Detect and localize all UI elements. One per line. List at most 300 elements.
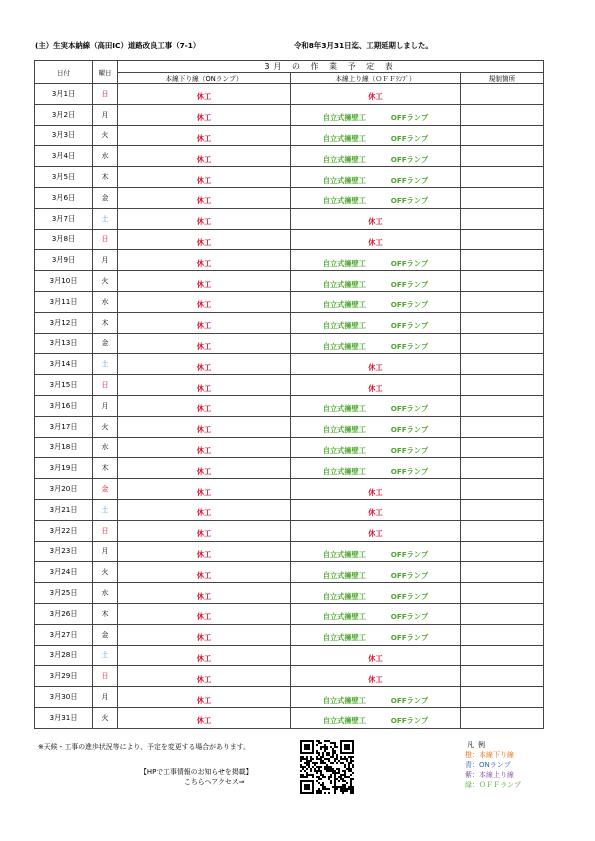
row-down-line-status <box>118 479 291 500</box>
off-ramp-label: OFFランプ <box>390 633 429 643</box>
project-title: (主）生実本納線（高田IC）道路改良工事（7-1） <box>35 41 201 50</box>
off-ramp-label: OFFランプ <box>390 133 429 143</box>
row-date: 3月7日 <box>35 208 93 229</box>
work-entry <box>323 176 429 185</box>
work-entry <box>323 592 429 601</box>
row-up-line-status <box>291 208 461 229</box>
off-ramp-label: OFFランプ <box>390 196 429 206</box>
row-date: 3月26日 <box>35 603 93 624</box>
qr-code-icon[interactable] <box>298 738 356 796</box>
work-type-label: 自立式擁壁工 <box>322 445 366 455</box>
row-regulation <box>461 395 544 416</box>
row-regulation <box>461 167 544 188</box>
row-up-line-status <box>291 583 461 604</box>
row-regulation <box>461 437 544 458</box>
table-row <box>35 250 544 271</box>
row-weekday: 日 <box>93 520 118 541</box>
row-regulation <box>461 312 544 333</box>
row-date: 3月18日 <box>35 437 93 458</box>
row-down-line-status <box>118 666 291 687</box>
row-regulation <box>461 187 544 208</box>
kyuko-label: 休工 <box>196 300 212 310</box>
work-type-label: 自立式擁壁工 <box>322 570 366 580</box>
work-type-label: 自立式擁壁工 <box>322 549 366 559</box>
table-row <box>35 707 544 728</box>
row-up-line-status <box>291 541 461 562</box>
table-row <box>35 645 544 666</box>
work-entry <box>323 550 429 559</box>
off-ramp-label: OFFランプ <box>390 466 429 476</box>
row-regulation <box>461 104 544 125</box>
work-type-label: 自立式擁壁工 <box>322 695 366 705</box>
row-regulation <box>461 375 544 396</box>
row-regulation <box>461 458 544 479</box>
table-row <box>35 167 544 188</box>
row-weekday: 金 <box>93 479 118 500</box>
work-type-label: 自立式擁壁工 <box>322 258 366 268</box>
row-down-line-status <box>118 187 291 208</box>
row-down-line-status <box>118 375 291 396</box>
row-regulation <box>461 146 544 167</box>
row-weekday: 火 <box>93 416 118 437</box>
row-up-line-status <box>291 125 461 146</box>
row-up-line-status <box>291 479 461 500</box>
kyuko-label: 休工 <box>368 508 383 518</box>
row-weekday: 日 <box>93 229 118 250</box>
table-row <box>35 104 544 125</box>
row-up-line-status <box>291 624 461 645</box>
kyuko-label: 休工 <box>196 92 212 102</box>
off-ramp-label: OFFランプ <box>390 341 429 351</box>
row-weekday: 金 <box>93 187 118 208</box>
row-weekday: 金 <box>93 624 118 645</box>
table-row <box>35 437 544 458</box>
row-down-line-status <box>118 229 291 250</box>
kyuko-label: 休工 <box>368 653 383 663</box>
row-weekday: 水 <box>93 437 118 458</box>
column-header-regulation: 規制箇所 <box>461 73 544 84</box>
row-weekday: 月 <box>93 104 118 125</box>
row-weekday: 火 <box>93 271 118 292</box>
work-type-label: 自立式擁壁工 <box>322 279 366 289</box>
table-row <box>35 499 544 520</box>
table-row <box>35 125 544 146</box>
kyuko-label: 休工 <box>196 529 212 539</box>
row-date: 3月29日 <box>35 666 93 687</box>
row-date: 3月16日 <box>35 395 93 416</box>
work-entry <box>323 280 429 289</box>
row-weekday: 月 <box>93 395 118 416</box>
row-up-line-status <box>291 333 461 354</box>
table-row <box>35 229 544 250</box>
row-date: 3月6日 <box>35 187 93 208</box>
legend-green: 緑：ＯＦＦランプ <box>465 781 521 789</box>
work-type-label: 自立式擁壁工 <box>322 612 366 622</box>
off-ramp-label: OFFランプ <box>390 258 429 268</box>
row-date: 3月4日 <box>35 146 93 167</box>
table-row <box>35 687 544 708</box>
kyuko-label: 休工 <box>196 612 212 622</box>
row-weekday: 月 <box>93 687 118 708</box>
kyuko-label: 休工 <box>196 404 212 414</box>
kyuko-label: 休工 <box>196 674 212 684</box>
row-date: 3月17日 <box>35 416 93 437</box>
kyuko-label: 休工 <box>196 508 212 518</box>
row-date: 3月10日 <box>35 271 93 292</box>
row-date: 3月25日 <box>35 583 93 604</box>
row-up-line-status <box>291 104 461 125</box>
work-entry <box>323 113 429 122</box>
row-date: 3月5日 <box>35 167 93 188</box>
row-up-line-status <box>291 687 461 708</box>
row-date: 3月27日 <box>35 624 93 645</box>
table-row <box>35 395 544 416</box>
row-regulation <box>461 666 544 687</box>
row-down-line-status <box>118 271 291 292</box>
off-ramp-label: OFFランプ <box>390 175 429 185</box>
kyuko-label: 休工 <box>196 175 212 185</box>
row-weekday: 火 <box>93 562 118 583</box>
kyuko-label: 休工 <box>368 487 383 497</box>
row-regulation <box>461 479 544 500</box>
kyuko-label: 休工 <box>368 92 383 102</box>
table-row <box>35 416 544 437</box>
work-type-label: 自立式擁壁工 <box>322 425 366 435</box>
row-down-line-status <box>118 562 291 583</box>
row-up-line-status <box>291 229 461 250</box>
row-down-line-status <box>118 687 291 708</box>
row-down-line-status <box>118 624 291 645</box>
row-weekday: 土 <box>93 354 118 375</box>
kyuko-label: 休工 <box>196 425 212 435</box>
row-down-line-status <box>118 291 291 312</box>
legend-title: 凡例 <box>467 741 489 749</box>
kyuko-label: 休工 <box>196 321 212 331</box>
row-date: 3月24日 <box>35 562 93 583</box>
schedule-rows <box>35 84 544 729</box>
row-date: 3月22日 <box>35 520 93 541</box>
table-row <box>35 354 544 375</box>
row-down-line-status <box>118 167 291 188</box>
table-row <box>35 479 544 500</box>
work-entry <box>323 633 429 642</box>
row-date: 3月23日 <box>35 541 93 562</box>
row-down-line-status <box>118 104 291 125</box>
work-entry <box>323 259 429 268</box>
kyuko-label: 休工 <box>196 258 212 268</box>
row-up-line-status <box>291 666 461 687</box>
change-notice: ※天候・工事の進歩状況等により、予定を変更する場合があります。 <box>38 743 250 751</box>
table-row <box>35 271 544 292</box>
table-row <box>35 187 544 208</box>
row-regulation <box>461 520 544 541</box>
row-down-line-status <box>118 437 291 458</box>
kyuko-label: 休工 <box>368 529 383 539</box>
row-regulation <box>461 416 544 437</box>
kyuko-label: 休工 <box>196 653 212 663</box>
row-date: 3月3日 <box>35 125 93 146</box>
row-weekday: 木 <box>93 458 118 479</box>
legend-orange: 橙：本線下り線 <box>465 751 514 759</box>
row-weekday: 木 <box>93 167 118 188</box>
row-date: 3月1日 <box>35 84 93 105</box>
work-type-label: 自立式擁壁工 <box>322 633 366 643</box>
work-entry <box>323 467 429 476</box>
kyuko-label: 休工 <box>368 237 383 247</box>
off-ramp-label: OFFランプ <box>390 321 429 331</box>
row-down-line-status <box>118 333 291 354</box>
kyuko-label: 休工 <box>196 154 212 164</box>
work-entry <box>323 446 429 455</box>
schedule-title: 3月 の 作 業 予 定 表 <box>118 61 544 73</box>
kyuko-label: 休工 <box>196 487 212 497</box>
off-ramp-label: OFFランプ <box>390 695 429 705</box>
table-row <box>35 84 544 105</box>
row-down-line-status <box>118 541 291 562</box>
row-weekday: 土 <box>93 208 118 229</box>
work-type-label: 自立式擁壁工 <box>322 113 366 123</box>
row-down-line-status <box>118 208 291 229</box>
off-ramp-label: OFFランプ <box>390 716 429 726</box>
kyuko-label: 休工 <box>196 716 212 726</box>
row-up-line-status <box>291 146 461 167</box>
row-weekday: 水 <box>93 291 118 312</box>
row-weekday: 火 <box>93 707 118 728</box>
row-weekday: 火 <box>93 125 118 146</box>
off-ramp-label: OFFランプ <box>390 445 429 455</box>
legend-purple: 紫：本線上り線 <box>465 771 514 779</box>
row-date: 3月9日 <box>35 250 93 271</box>
column-header-date: 日付 <box>35 61 93 84</box>
work-type-label: 自立式擁壁工 <box>322 466 366 476</box>
access-here-link[interactable]: こちらへアクセス⇒ <box>184 778 245 786</box>
row-down-line-status <box>118 603 291 624</box>
work-type-label: 自立式擁壁工 <box>322 341 366 351</box>
row-down-line-status <box>118 250 291 271</box>
kyuko-label: 休工 <box>196 549 212 559</box>
row-weekday: 月 <box>93 541 118 562</box>
row-down-line-status <box>118 520 291 541</box>
row-date: 3月21日 <box>35 499 93 520</box>
document-header <box>35 40 555 52</box>
work-entry <box>323 134 429 143</box>
row-down-line-status <box>118 499 291 520</box>
legend <box>465 740 521 790</box>
off-ramp-label: OFFランプ <box>390 549 429 559</box>
row-regulation <box>461 271 544 292</box>
table-row <box>35 208 544 229</box>
table-row <box>35 562 544 583</box>
row-regulation <box>461 250 544 271</box>
row-regulation <box>461 583 544 604</box>
row-date: 3月11日 <box>35 291 93 312</box>
work-type-label: 自立式擁壁工 <box>322 404 366 414</box>
row-weekday: 月 <box>93 250 118 271</box>
work-type-label: 自立式擁壁工 <box>322 175 366 185</box>
kyuko-label: 休工 <box>196 570 212 580</box>
row-regulation <box>461 562 544 583</box>
row-down-line-status <box>118 395 291 416</box>
row-weekday: 土 <box>93 645 118 666</box>
row-down-line-status <box>118 416 291 437</box>
row-weekday: 土 <box>93 499 118 520</box>
row-up-line-status <box>291 167 461 188</box>
row-up-line-status <box>291 312 461 333</box>
table-row <box>35 583 544 604</box>
row-weekday: 金 <box>93 333 118 354</box>
kyuko-label: 休工 <box>368 362 383 372</box>
row-weekday: 日 <box>93 666 118 687</box>
kyuko-label: 休工 <box>196 383 212 393</box>
kyuko-label: 休工 <box>196 133 212 143</box>
table-row <box>35 520 544 541</box>
table-row <box>35 624 544 645</box>
row-date: 3月8日 <box>35 229 93 250</box>
row-up-line-status <box>291 416 461 437</box>
row-down-line-status <box>118 84 291 105</box>
row-down-line-status <box>118 583 291 604</box>
row-regulation <box>461 707 544 728</box>
row-date: 3月15日 <box>35 375 93 396</box>
table-row <box>35 312 544 333</box>
row-weekday: 木 <box>93 312 118 333</box>
row-weekday: 水 <box>93 583 118 604</box>
row-regulation <box>461 624 544 645</box>
row-date: 3月28日 <box>35 645 93 666</box>
row-date: 3月13日 <box>35 333 93 354</box>
row-down-line-status <box>118 312 291 333</box>
row-weekday: 水 <box>93 146 118 167</box>
kyuko-label: 休工 <box>196 113 212 123</box>
row-up-line-status <box>291 520 461 541</box>
kyuko-label: 休工 <box>368 674 383 684</box>
work-entry <box>323 342 429 351</box>
table-row <box>35 666 544 687</box>
row-regulation <box>461 354 544 375</box>
row-up-line-status <box>291 375 461 396</box>
kyuko-label: 休工 <box>196 445 212 455</box>
row-regulation <box>461 603 544 624</box>
column-header-up-line: 本線上り線（ＯＦＦﾗﾝﾌﾟ） <box>291 73 461 84</box>
row-regulation <box>461 229 544 250</box>
work-type-label: 自立式擁壁工 <box>322 300 366 310</box>
row-regulation <box>461 541 544 562</box>
row-weekday: 日 <box>93 84 118 105</box>
row-regulation <box>461 125 544 146</box>
kyuko-label: 休工 <box>196 695 212 705</box>
kyuko-label: 休工 <box>196 237 212 247</box>
row-date: 3月12日 <box>35 312 93 333</box>
off-ramp-label: OFFランプ <box>390 404 429 414</box>
row-up-line-status <box>291 395 461 416</box>
row-up-line-status <box>291 458 461 479</box>
off-ramp-label: OFFランプ <box>390 570 429 580</box>
row-weekday: 木 <box>93 603 118 624</box>
row-up-line-status <box>291 84 461 105</box>
row-up-line-status <box>291 499 461 520</box>
table-row <box>35 146 544 167</box>
off-ramp-label: OFFランプ <box>390 154 429 164</box>
off-ramp-label: OFFランプ <box>390 425 429 435</box>
row-date: 3月2日 <box>35 104 93 125</box>
row-up-line-status <box>291 271 461 292</box>
row-down-line-status <box>118 125 291 146</box>
work-entry <box>323 425 429 434</box>
table-row <box>35 291 544 312</box>
hp-info-label: 【HPで工事情報のお知らせを掲載】 <box>140 768 253 776</box>
kyuko-label: 休工 <box>196 466 212 476</box>
row-up-line-status <box>291 437 461 458</box>
work-type-label: 自立式擁壁工 <box>322 591 366 601</box>
column-header-down-line: 本線下り線（ONランプ） <box>118 73 291 84</box>
work-type-label: 自立式擁壁工 <box>322 133 366 143</box>
kyuko-label: 休工 <box>196 591 212 601</box>
work-entry <box>323 155 429 164</box>
work-entry <box>323 612 429 621</box>
table-row <box>35 333 544 354</box>
row-regulation <box>461 333 544 354</box>
row-regulation <box>461 291 544 312</box>
row-regulation <box>461 208 544 229</box>
row-regulation <box>461 84 544 105</box>
row-up-line-status <box>291 291 461 312</box>
extension-notice: 令和8年3月31日迄、工期延期しました。 <box>294 41 433 50</box>
row-regulation <box>461 645 544 666</box>
row-down-line-status <box>118 645 291 666</box>
kyuko-label: 休工 <box>196 196 212 206</box>
work-type-label: 自立式擁壁工 <box>322 716 366 726</box>
row-down-line-status <box>118 707 291 728</box>
row-down-line-status <box>118 458 291 479</box>
row-regulation <box>461 499 544 520</box>
row-up-line-status <box>291 187 461 208</box>
row-date: 3月19日 <box>35 458 93 479</box>
row-up-line-status <box>291 645 461 666</box>
off-ramp-label: OFFランプ <box>390 612 429 622</box>
row-weekday: 日 <box>93 375 118 396</box>
table-row <box>35 375 544 396</box>
work-type-label: 自立式擁壁工 <box>322 321 366 331</box>
table-row <box>35 603 544 624</box>
kyuko-label: 休工 <box>196 362 212 372</box>
schedule-table <box>34 60 544 729</box>
work-type-label: 自立式擁壁工 <box>322 154 366 164</box>
row-up-line-status <box>291 603 461 624</box>
work-entry <box>323 404 429 413</box>
work-entry <box>323 300 429 309</box>
table-row <box>35 541 544 562</box>
kyuko-label: 休工 <box>196 279 212 289</box>
row-up-line-status <box>291 354 461 375</box>
work-entry <box>323 321 429 330</box>
off-ramp-label: OFFランプ <box>390 591 429 601</box>
work-entry <box>323 571 429 580</box>
work-entry <box>323 716 429 725</box>
kyuko-label: 休工 <box>196 633 212 643</box>
row-date: 3月14日 <box>35 354 93 375</box>
table-row <box>35 458 544 479</box>
work-type-label: 自立式擁壁工 <box>322 196 366 206</box>
row-date: 3月30日 <box>35 687 93 708</box>
kyuko-label: 休工 <box>368 383 383 393</box>
row-down-line-status <box>118 354 291 375</box>
kyuko-label: 休工 <box>196 217 212 227</box>
off-ramp-label: OFFランプ <box>390 300 429 310</box>
row-regulation <box>461 687 544 708</box>
off-ramp-label: OFFランプ <box>390 113 429 123</box>
kyuko-label: 休工 <box>196 341 212 351</box>
off-ramp-label: OFFランプ <box>390 279 429 289</box>
